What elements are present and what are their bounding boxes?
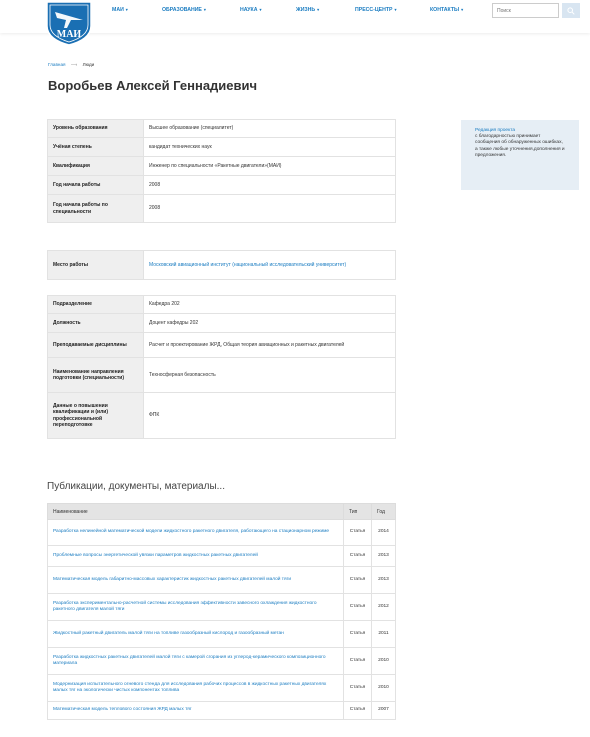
breadcrumb-current: Люди	[82, 62, 95, 67]
row-value: Кафедра 202	[144, 296, 396, 314]
table-row	[48, 314, 396, 333]
publication-type: Статья	[344, 567, 372, 594]
site-header	[0, 0, 590, 40]
workplace-link[interactable]: Московский авиационный институт (национальный исследовательский университет)	[144, 251, 396, 280]
publication-link[interactable]: Жидкостный ракетный двигатель малой тяги на топливе газообразный кислород и газообразный метан	[48, 621, 344, 648]
chevron-down-icon: ▾	[394, 7, 397, 12]
column-header-year: Год	[372, 504, 396, 520]
table-row	[48, 333, 396, 358]
publication-year: 2012	[372, 594, 396, 621]
table-row	[48, 546, 396, 567]
publication-type: Статья	[344, 675, 372, 702]
publication-link[interactable]: Математическая модель теплового состояния ЖРД малых тяг	[48, 702, 344, 720]
row-label: Год начала работы	[48, 176, 144, 195]
nav-life[interactable]: ЖИЗНЬ ▾	[296, 7, 320, 13]
chevron-down-icon: ▾	[125, 7, 128, 12]
publication-year: 2010	[372, 648, 396, 675]
table-row	[48, 120, 396, 138]
row-value: Доцент кафедры 202	[144, 314, 396, 333]
row-label: Уровень образования	[48, 120, 144, 138]
row-value: Высшее образование (специалитет)	[144, 120, 396, 138]
row-value: Инженер по специальности «Ракетные двигатели»(МАИ)	[144, 157, 396, 176]
publication-link[interactable]: Математическая модель габаритно-массовых характеристик жидкостных ракетных двигателей малой тяги	[48, 567, 344, 594]
arrow-right-icon: ⟶	[70, 62, 78, 67]
table-row	[48, 567, 396, 594]
row-value: 2008	[144, 195, 396, 223]
table-row	[48, 648, 396, 675]
chevron-down-icon: ▾	[317, 7, 320, 12]
publication-type: Статья	[344, 546, 372, 567]
table-row	[48, 251, 396, 280]
row-value: Техносферная безопасность	[144, 358, 396, 393]
chevron-down-icon: ▾	[461, 7, 464, 12]
publication-link[interactable]: Проблемные вопросы энергетической увязки параметров жидкостных ракетных двигателей	[48, 546, 344, 567]
nav-press-center[interactable]: ПРЕСС-ЦЕНТР ▾	[355, 7, 397, 13]
row-label: Место работы	[48, 251, 144, 280]
workplace-table	[47, 250, 396, 280]
nav-science[interactable]: НАУКА ▾	[240, 7, 262, 13]
row-value: кандидат технических наук	[144, 138, 396, 157]
publication-link[interactable]: Разработка нелинейной математической модели жидкостного ракетного двигателя, работающего на стационарном режиме	[48, 520, 344, 546]
row-label: Квалификация	[48, 157, 144, 176]
row-label: Преподаваемые дисциплины	[48, 333, 144, 358]
publication-type: Статья	[344, 594, 372, 621]
publication-type: Статья	[344, 621, 372, 648]
table-row	[48, 157, 396, 176]
table-row	[48, 195, 396, 223]
nav-education[interactable]: ОБРАЗОВАНИЕ ▾	[162, 7, 206, 13]
search-button[interactable]	[562, 3, 580, 18]
column-header-title: Наименование	[48, 504, 344, 520]
publication-link[interactable]: Разработка экспериментально-расчетной системы исследования эффективности завесного охлаждения жидкостного ракетного двигателя малой тяги	[48, 594, 344, 621]
mai-logo[interactable]	[45, 0, 93, 46]
education-table	[47, 119, 396, 223]
table-row	[48, 358, 396, 393]
table-row	[48, 393, 396, 439]
breadcrumb-home-link[interactable]: Главная	[48, 62, 66, 67]
svg-text:МАИ: МАИ	[56, 29, 82, 40]
search-icon	[567, 7, 575, 15]
publication-year: 2010	[372, 675, 396, 702]
chevron-down-icon: ▾	[203, 7, 206, 12]
page-title: Воробьев Алексей Геннадиевич	[48, 78, 258, 93]
row-value: Расчет и проектирование ЖРД, Общая теория авиационных и ракетных двигателей	[144, 333, 396, 358]
table-row	[48, 176, 396, 195]
row-label: Год начала работы по специальности	[48, 195, 144, 223]
search-input[interactable]	[492, 3, 559, 18]
chevron-down-icon: ▾	[259, 7, 262, 12]
table-row	[48, 621, 396, 648]
publication-link[interactable]: Разработка жидкостных ракетных двигателей малой тяги с камерой сгорания из углерод-керамического композиционного материала	[48, 648, 344, 675]
nav-mai[interactable]: МАИ ▾	[112, 7, 128, 13]
publication-year: 2014	[372, 520, 396, 546]
nav-contacts[interactable]: КОНТАКТЫ ▾	[430, 7, 464, 13]
table-row	[48, 675, 396, 702]
row-value: ФПК	[144, 393, 396, 439]
publication-link[interactable]: Модернизация испытательного огневого стенда для исследования рабочих процессов в жидкостных ракетных двигателях малых тяг на экологически чистых компонентах топлива	[48, 675, 344, 702]
project-editorial-link[interactable]: Редакция проекта	[475, 128, 516, 133]
row-label: Подразделение	[48, 296, 144, 314]
publication-type: Статья	[344, 702, 372, 720]
publication-year: 2007	[372, 702, 396, 720]
publication-type: Статья	[344, 648, 372, 675]
publication-type: Статья	[344, 520, 372, 546]
table-row	[48, 296, 396, 314]
publication-year: 2013	[372, 567, 396, 594]
publication-year: 2013	[372, 546, 396, 567]
row-label: Наименование направления подготовки (специальности)	[48, 358, 144, 393]
position-table	[47, 295, 396, 439]
publication-year: 2011	[372, 621, 396, 648]
table-row	[48, 594, 396, 621]
table-row	[48, 520, 396, 546]
row-value: 2008	[144, 176, 396, 195]
breadcrumb	[48, 62, 94, 68]
publications-heading: Публикации, документы, материалы...	[47, 481, 225, 492]
publications-table	[47, 503, 396, 720]
table-row	[48, 702, 396, 720]
table-row	[48, 138, 396, 157]
feedback-note-text: с благодарностью принимает сообщения об обнаруженных ошибках, а также любые уточнения,дополнения и предложения.	[475, 134, 565, 158]
feedback-note	[461, 120, 579, 190]
row-label: Данные о повышении квалификации и (или) профессиональной переподготовке	[48, 393, 144, 439]
column-header-type: Тип	[344, 504, 372, 520]
table-header-row	[48, 504, 396, 520]
row-label: Учёная степень	[48, 138, 144, 157]
row-label: Должность	[48, 314, 144, 333]
